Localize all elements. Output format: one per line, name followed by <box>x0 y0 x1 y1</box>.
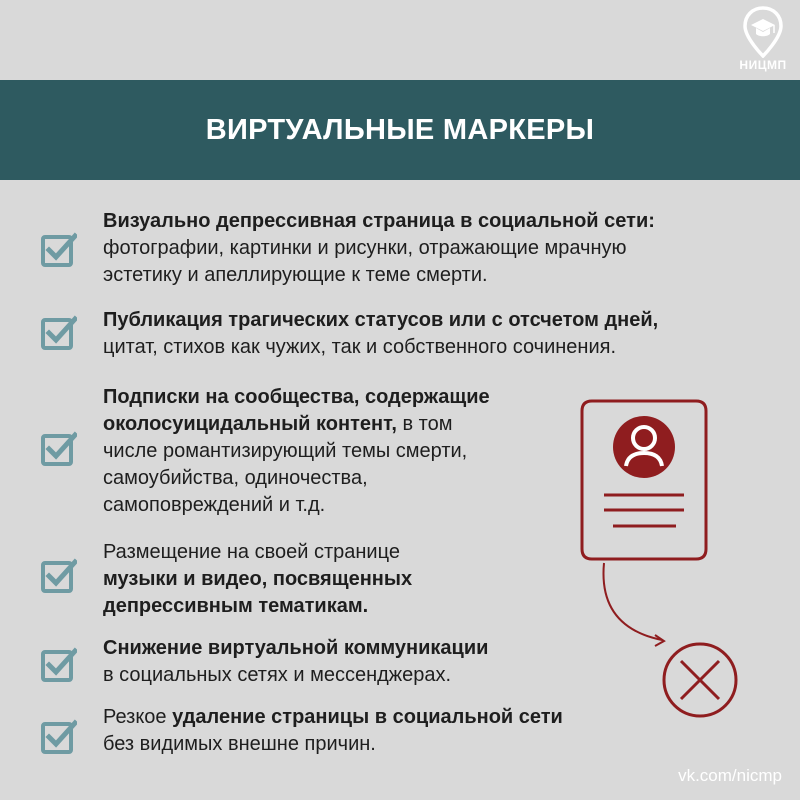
item-text-bold: околосуицидальный контент, <box>103 413 397 435</box>
item-text-line: фотографии, картинки и рисунки, отражающие мрачную <box>103 237 627 259</box>
curved-arrow-icon <box>603 563 664 646</box>
item-text-line: самоповреждений и т.д. <box>103 494 326 516</box>
item-text-line: цитат, стихов как чужих, так и собственного сочинения. <box>103 336 617 358</box>
item-text-bold: депрессивным тематикам. <box>103 595 369 617</box>
delete-x-circle-icon <box>664 644 736 716</box>
item-text-bold: Снижение виртуальной коммуникации <box>103 637 489 659</box>
item-text-bold: удаление страницы в социальной сети <box>172 706 563 728</box>
item-text-line: в том <box>396 413 453 435</box>
logo <box>732 6 794 78</box>
checkbox-checked-icon <box>41 315 77 351</box>
item-text-bold: Публикация трагических статусов или с отсчетом дней, <box>103 309 659 331</box>
item-text-line: без видимых внешне причин. <box>103 733 376 755</box>
logo-text: НИЦМП <box>739 58 787 72</box>
item-text <box>103 635 488 689</box>
illustration <box>560 395 760 735</box>
item-text-bold: Визуально депрессивная страница в социальной сети: <box>103 210 655 232</box>
item-text-bold: Подписки на сообщества, содержащие <box>103 386 490 408</box>
checkbox-checked-icon <box>41 431 77 467</box>
footer-link[interactable]: vk.com/nicmp <box>678 766 782 785</box>
checkbox-checked-icon <box>41 719 77 755</box>
checkbox-checked-icon <box>41 232 77 268</box>
item-text-line: в социальных сетях и мессенджерах. <box>103 664 452 686</box>
item-text <box>103 208 655 289</box>
checkbox-checked-icon <box>41 558 77 594</box>
item-text-line: Резкое <box>103 706 173 728</box>
checkbox-checked-icon <box>41 647 77 683</box>
profile-card-icon <box>582 401 706 559</box>
item-text <box>103 384 490 519</box>
item-text-line: Размещение на своей странице <box>103 541 400 563</box>
item-text-line: эстетику и апеллирующие к теме смерти. <box>103 264 488 286</box>
page-title: ВИРТУАЛЬНЫЕ МАРКЕРЫ <box>205 113 595 146</box>
item-text-bold: музыки и видео, посвященных <box>103 568 413 590</box>
item-text-line: числе романтизирующий темы смерти, <box>103 440 468 462</box>
item-text <box>103 539 412 620</box>
item-text <box>103 307 658 361</box>
header-band <box>0 80 800 180</box>
item-text-line: самоубийства, одиночества, <box>103 467 368 489</box>
item-text <box>103 704 563 758</box>
graduation-cap-pin-icon <box>743 6 783 58</box>
